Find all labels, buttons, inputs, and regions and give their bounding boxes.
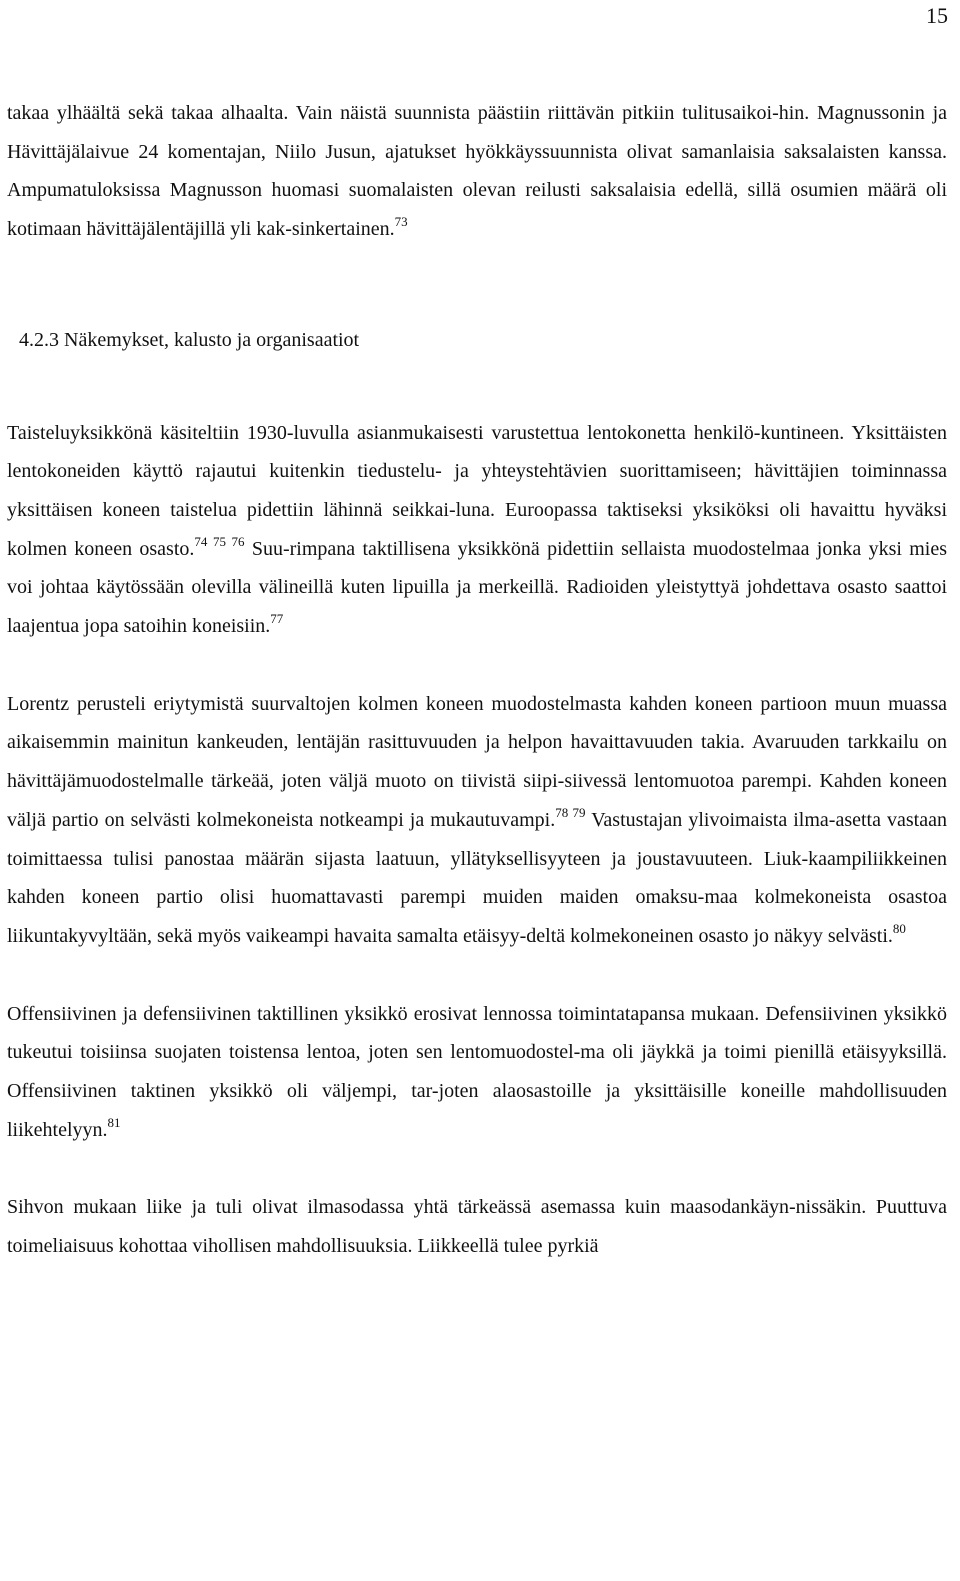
paragraph-1 bbox=[7, 94, 947, 249]
paragraph-3 bbox=[7, 685, 947, 956]
footnote-ref: 78 79 bbox=[555, 804, 586, 820]
footnote-ref: 77 bbox=[270, 611, 284, 627]
document-body bbox=[7, 94, 947, 1266]
footnote-ref: 81 bbox=[107, 1114, 121, 1130]
text-segment: Vastustajan ylivoimaista ilma-asetta vastaan toimittaessa tulisi panostaa määrän sijasta laatuun, yllätyksellisyyteen ja joustavuuteen. Liuk-kaampiliikkeinen kahden koneen partio olisi huomattavasti parempi muiden maiden omaksu-maa kolmekoneista osastoa liikuntakyvyltään, sekä myös vaikeampi havaita samalta etäisyy-deltä kolmekoneinen osasto jo näkyy selvästi. bbox=[7, 808, 947, 947]
text-segment: Taisteluyksikkönä käsiteltiin 1930-luvulla asianmukaisesti varustettua lentokonetta henkilö-kuntineen. Yksittäisten lentokoneiden käyttö rajautui kuitenkin tiedustelu- ja yhteystehtävien suorittamiseen; hävittäjien toiminnassa yksittäisen koneen taistelua pidettiin lähinnä seikkai-luna. Euroopassa taktiseksi yksiköksi oli havaittu hyväksi kolmen koneen osasto. bbox=[7, 421, 947, 560]
page-number: 15 bbox=[926, 3, 948, 28]
text-segment: Sihvon mukaan liike ja tuli olivat ilmasodassa yhtä tärkeässä asemassa kuin maasodankäyn-nissäkin. Puuttuva toimeliaisuus kohottaa vihollisen mahdollisuuksia. Liikkeellä tulee pyrkiä bbox=[7, 1196, 947, 1258]
text-segment: Offensiivinen ja defensiivinen taktillinen yksikkö erosivat lennossa toimintatapansa mukaan. Defensiivinen yksikkö tukeutui toisiinsa suojaten toistensa lentoa, joten sen lentomuodostel-ma oli jäykkä ja toimi pienillä etäisyyksillä. Offensiivinen taktinen yksikkö oli väljempi, tar-joten alaosastoille ja yksittäisille koneille mahdollisuuden liikehtelyyn. bbox=[7, 1002, 947, 1141]
text-segment: takaa ylhäältä sekä takaa alhaalta. Vain näistä suunnista päästiin riittävän pitkiin tulitusaikoi-hin. Magnussonin ja Hävittäjälaivue 24 komentajan, Niilo Jusun, ajatukset hyökkäyssuunnista olivat samanlaisia saksalaisten kanssa. Ampumatuloksissa Magnusson huomasi suomalaisten olevan reilusti saksalaisia edellä, sillä osumien määrä oli kotimaan hävittäjälentäjillä yli kak-sinkertainen. bbox=[7, 102, 947, 241]
paragraph-2 bbox=[7, 414, 947, 646]
footnote-ref: 80 bbox=[892, 920, 906, 936]
text-segment: Suu-rimpana taktillisena yksikkönä pidettiin sellaista muodostelmaa jonka yksi mies voi johtaa käytössään olevilla välineillä kuten lipuilla ja merkeillä. Radioiden yleistyttyä johdettava osasto saattoi laajentua jopa satoihin koneisiin. bbox=[7, 537, 947, 638]
text-segment: Lorentz perusteli eriytymistä suurvaltojen kolmen koneen muodostelmasta kahden koneen partioon muun muassa aikaisemmin mainitun kankeuden, lentäjän rasittuvuuden ja helpon havaittavuuden takia. Avaruuden tarkkailu on hävittäjämuodostelmalle tärkeää, joten väljä muoto on tiivistä siipi-siivessä lentomuotoa parempi. Kahden koneen väljä partio on selvästi kolmekoneista notkeampi ja mukautuvampi. bbox=[7, 692, 947, 831]
section-heading: 4.2.3 Näkemykset, kalusto ja organisaatiot bbox=[19, 328, 360, 351]
footnote-ref: 73 bbox=[394, 214, 408, 230]
paragraph-5 bbox=[7, 1188, 947, 1265]
paragraph-4 bbox=[7, 995, 947, 1150]
footnote-ref: 74 75 76 bbox=[194, 533, 245, 549]
